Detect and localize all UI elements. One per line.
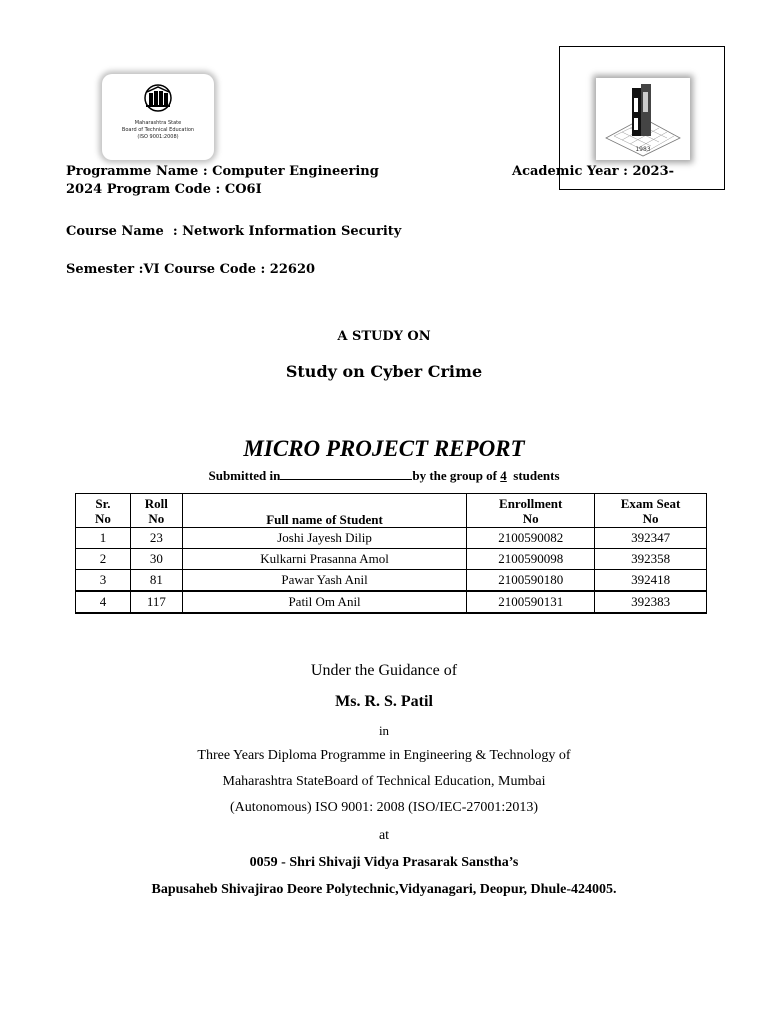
msbte-logo bbox=[102, 74, 214, 160]
cell-enrollment: 2100590180 bbox=[467, 570, 595, 592]
logo-text-line: Board of Technical Education bbox=[121, 127, 195, 133]
table-row bbox=[76, 528, 707, 549]
in-text: in bbox=[378, 723, 390, 738]
books-emblem-icon bbox=[138, 84, 178, 114]
programme-name: Programme Name : Computer Engineering bbox=[66, 164, 379, 179]
guide-name: Ms. R. S. Patil bbox=[335, 693, 433, 710]
logo-text-line: Maharashtra State bbox=[134, 120, 182, 126]
table-row bbox=[76, 591, 707, 613]
cell-seat: 392358 bbox=[595, 549, 707, 570]
iso-certification: (Autonomous) ISO 9001: 2008 (ISO/IEC-27001:2013) bbox=[230, 800, 538, 815]
semester-course-code: Semester :VI Course Code : 22620 bbox=[66, 262, 316, 277]
submitted-middle: by the group of bbox=[412, 468, 501, 483]
guidance-label: Under the Guidance of bbox=[310, 662, 458, 679]
group-count: 4 bbox=[500, 468, 507, 483]
academic-year: Academic Year : 2023- bbox=[512, 164, 675, 179]
cell-roll: 30 bbox=[130, 549, 182, 570]
cell-seat: 392418 bbox=[595, 570, 707, 592]
cell-sr: 3 bbox=[76, 570, 131, 592]
table-row bbox=[76, 549, 707, 570]
logo-year: 1983 bbox=[635, 146, 651, 153]
cell-sr: 4 bbox=[76, 591, 131, 613]
submitted-suffix: students bbox=[513, 468, 560, 483]
header-roll: Roll No bbox=[130, 494, 182, 528]
cell-name: Patil Om Anil bbox=[182, 591, 466, 613]
board-name: Maharashtra StateBoard of Technical Education, Mumbai bbox=[222, 774, 546, 789]
course-name: Course Name : Network Information Security bbox=[66, 224, 402, 239]
cell-enrollment: 2100590098 bbox=[467, 549, 595, 570]
table-row bbox=[76, 570, 707, 592]
cell-sr: 2 bbox=[76, 549, 131, 570]
header-name: Full name of Student bbox=[182, 494, 466, 528]
cell-name: Pawar Yash Anil bbox=[182, 570, 466, 592]
cell-roll: 23 bbox=[130, 528, 182, 549]
college-name: Bapusaheb Shivajirao Deore Polytechnic,Vidyanagari, Deopur, Dhule-424005. bbox=[151, 882, 617, 897]
sanstha-name: 0059 - Shri Shivaji Vidya Prasarak Sanstha’s bbox=[249, 855, 519, 870]
study-topic: Study on Cyber Crime bbox=[285, 362, 483, 381]
header-enrollment: Enrollment No bbox=[467, 494, 595, 528]
cell-roll: 81 bbox=[130, 570, 182, 592]
cell-sr: 1 bbox=[76, 528, 131, 549]
cell-name: Kulkarni Prasanna Amol bbox=[182, 549, 466, 570]
cell-name: Joshi Jayesh Dilip bbox=[182, 528, 466, 549]
study-heading: A STUDY ON bbox=[337, 329, 431, 344]
at-text: at bbox=[378, 828, 390, 843]
submitted-line bbox=[0, 466, 768, 484]
cell-enrollment: 2100590082 bbox=[467, 528, 595, 549]
program-code: 2024 Program Code : CO6I bbox=[66, 182, 262, 197]
students-table bbox=[75, 493, 707, 614]
college-logo bbox=[596, 78, 690, 160]
programme-description: Three Years Diploma Programme in Engineering & Technology of bbox=[197, 748, 571, 763]
submitted-prefix: Submitted in bbox=[208, 468, 281, 483]
tower-emblem-icon bbox=[596, 78, 690, 160]
table-header-row bbox=[76, 494, 707, 528]
cell-seat: 392347 bbox=[595, 528, 707, 549]
header-sr: Sr. No bbox=[76, 494, 131, 528]
cell-roll: 117 bbox=[130, 591, 182, 613]
header-exam-seat: Exam Seat No bbox=[595, 494, 707, 528]
logo-text-line: (ISO 9001:2008) bbox=[137, 134, 179, 140]
blank-underline bbox=[280, 466, 412, 480]
report-title: MICRO PROJECT REPORT bbox=[243, 436, 525, 461]
cell-seat: 392383 bbox=[595, 591, 707, 613]
cell-enrollment: 2100590131 bbox=[467, 591, 595, 613]
